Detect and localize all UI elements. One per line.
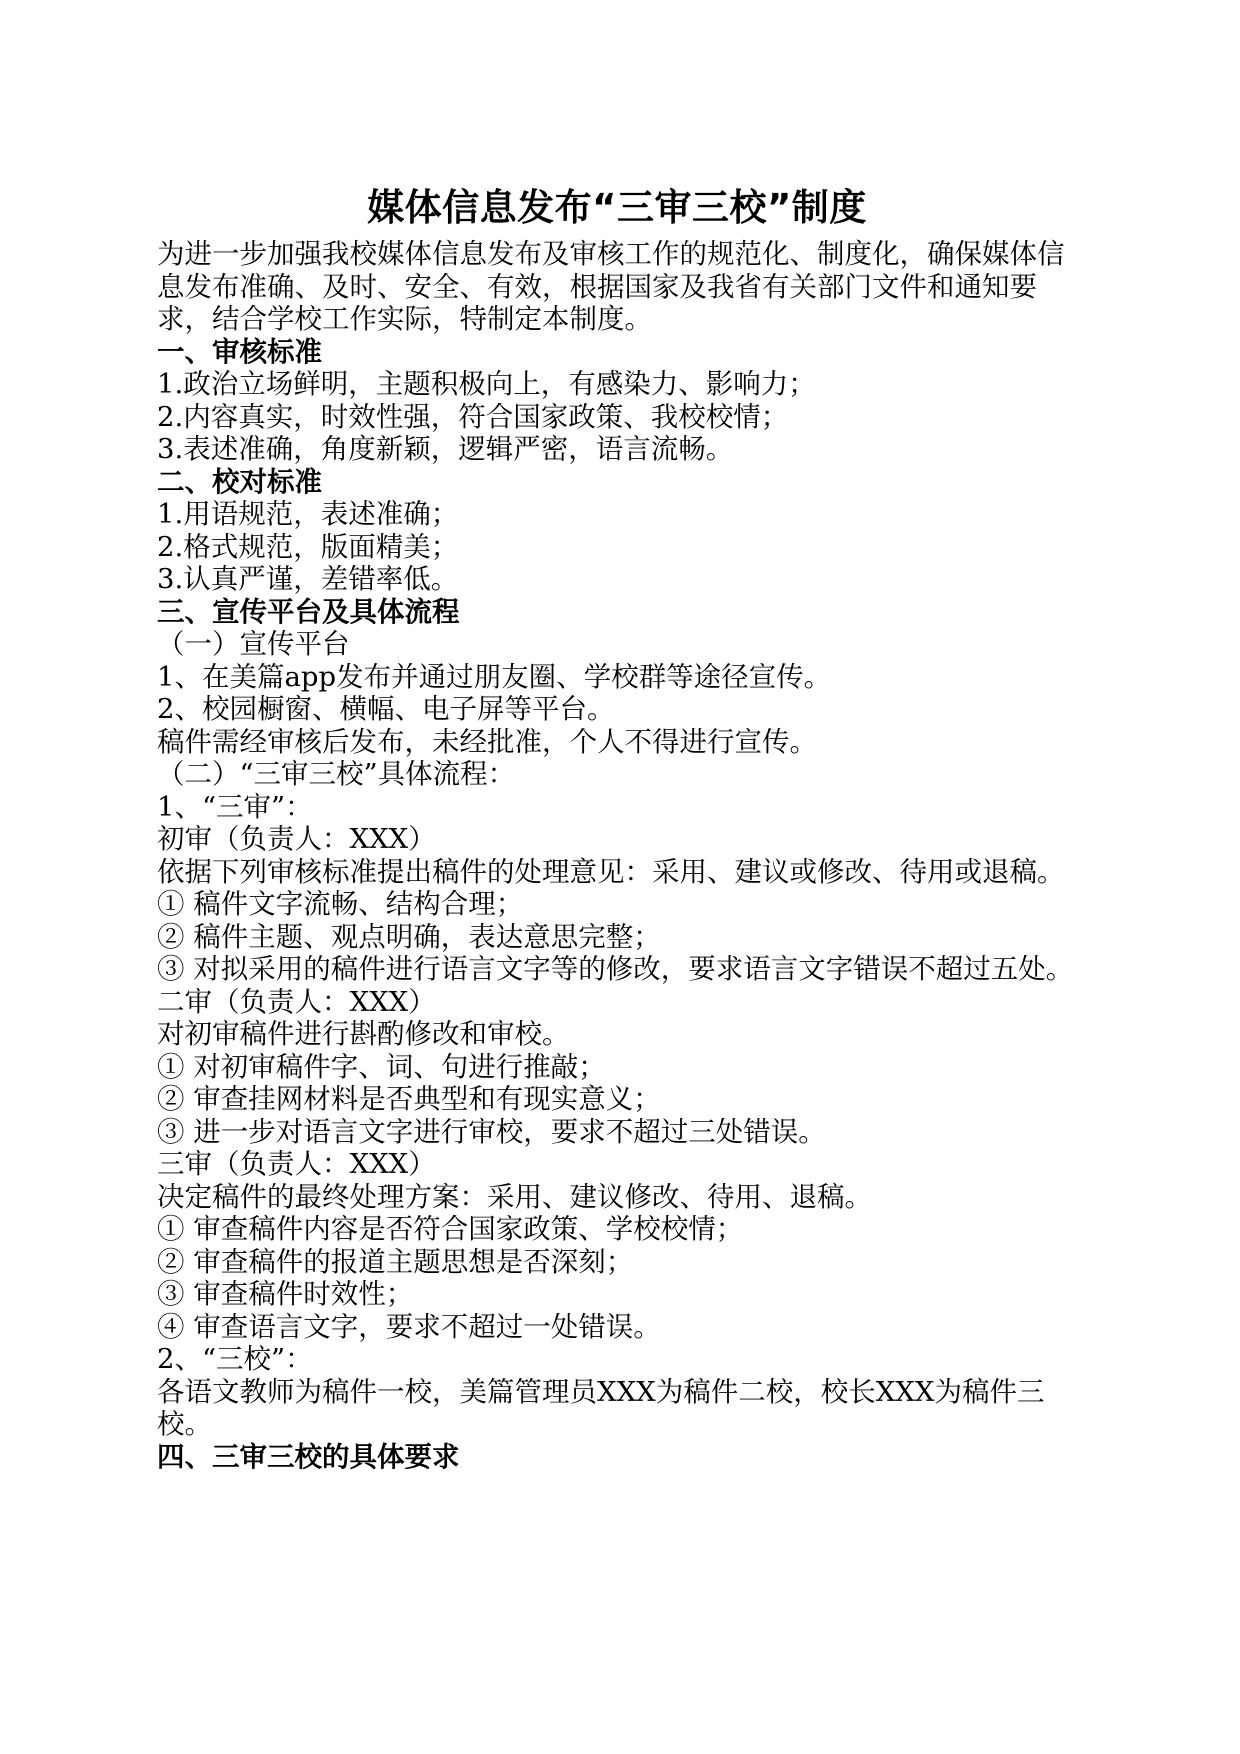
three-proofreads-heading: 2、“三校”： [157,1343,313,1375]
document-page [157,186,1077,1473]
list-item: ① 稿件文字流畅、结构合理； [157,888,524,920]
list-item: 1.用语规范，表述准确； [157,498,459,530]
list-item: ③ 审查稿件时效性； [157,1278,414,1310]
list-item: ② 审查稿件的报道主题思想是否深刻； [157,1245,634,1278]
subsection-heading-process: （二）“三审三校”具体流程： [157,758,516,790]
list-item: ③ 对拟采用的稿件进行语言文字等的修改，要求语言文字错误不超过五处。 [157,953,1074,985]
list-item: ① 对初审稿件字、词、句进行推敲； [157,1050,606,1083]
list-item: 2.内容真实，时效性强，符合国家政策、我校校情； [157,400,789,433]
first-review-desc: 依据下列审核标准提出稿件的处理意见：采用、建议或修改、待用或退稿。 [157,855,1065,888]
second-review-heading: 二审（负责人：XXX） [157,985,436,1018]
list-item: 3.表述准确，角度新颖，逻辑严密，语言流畅。 [157,433,734,465]
list-item: 3.认真严谨，差错率低。 [157,563,459,595]
list-item: ① 审查稿件内容是否符合国家政策、学校校情； [157,1213,744,1245]
platform-note: 稿件需经审核后发布，未经批准，个人不得进行宣传。 [157,725,817,758]
list-item: 1、在美篇app发布并通过朋友圈、学校群等途径宣传。 [157,660,832,693]
list-item: 1.政治立场鲜明，主题积极向上，有感染力、影响力； [157,368,816,400]
list-item: ③ 进一步对语言文字进行审校，要求不超过三处错误。 [157,1115,826,1148]
second-review-desc: 对初审稿件进行斟酌修改和审校。 [157,1018,570,1050]
section-heading-requirements: 四、三审三校的具体要求 [157,1440,460,1473]
list-item: 2.格式规范，版面精美； [157,530,459,563]
section-heading-proofreading-standards: 二、校对标准 [157,465,322,498]
section-heading-review-standards: 一、审核标准 [157,335,322,368]
third-review-desc: 决定稿件的最终处理方案：采用、建议修改、待用、退稿。 [157,1180,872,1213]
intro-paragraph: 为进一步加强我校媒体信息发布及审核工作的规范化、制度化，确保媒体信息发布准确、及时、安全、有效，根据国家及我省有关部门文件和通知要求，结合学校工作实际，特制定本制度。 [157,238,1065,335]
section-heading-platforms-process: 三、宣传平台及具体流程 [157,595,460,628]
list-item: ② 审查挂网材料是否典型和有现实意义； [157,1083,661,1115]
subsection-heading-platforms: （一）宣传平台 [157,628,350,660]
third-review-heading: 三审（负责人：XXX） [157,1148,436,1180]
three-proofreads-desc: 各语文教师为稿件一校，美篇管理员XXX为稿件二校，校长XXX为稿件三校。 [157,1375,1045,1440]
document-title: 媒体信息发布“三审三校”制度 [367,186,867,229]
list-item: ② 稿件主题、观点明确，表达意思完整； [157,920,661,953]
list-item: ④ 审查语言文字，要求不超过一处错误。 [157,1310,661,1343]
first-review-heading: 初审（负责人：XXX） [157,823,436,855]
three-reviews-heading: 1、“三审”： [157,790,313,823]
list-item: 2、校园橱窗、横幅、电子屏等平台。 [157,693,615,725]
